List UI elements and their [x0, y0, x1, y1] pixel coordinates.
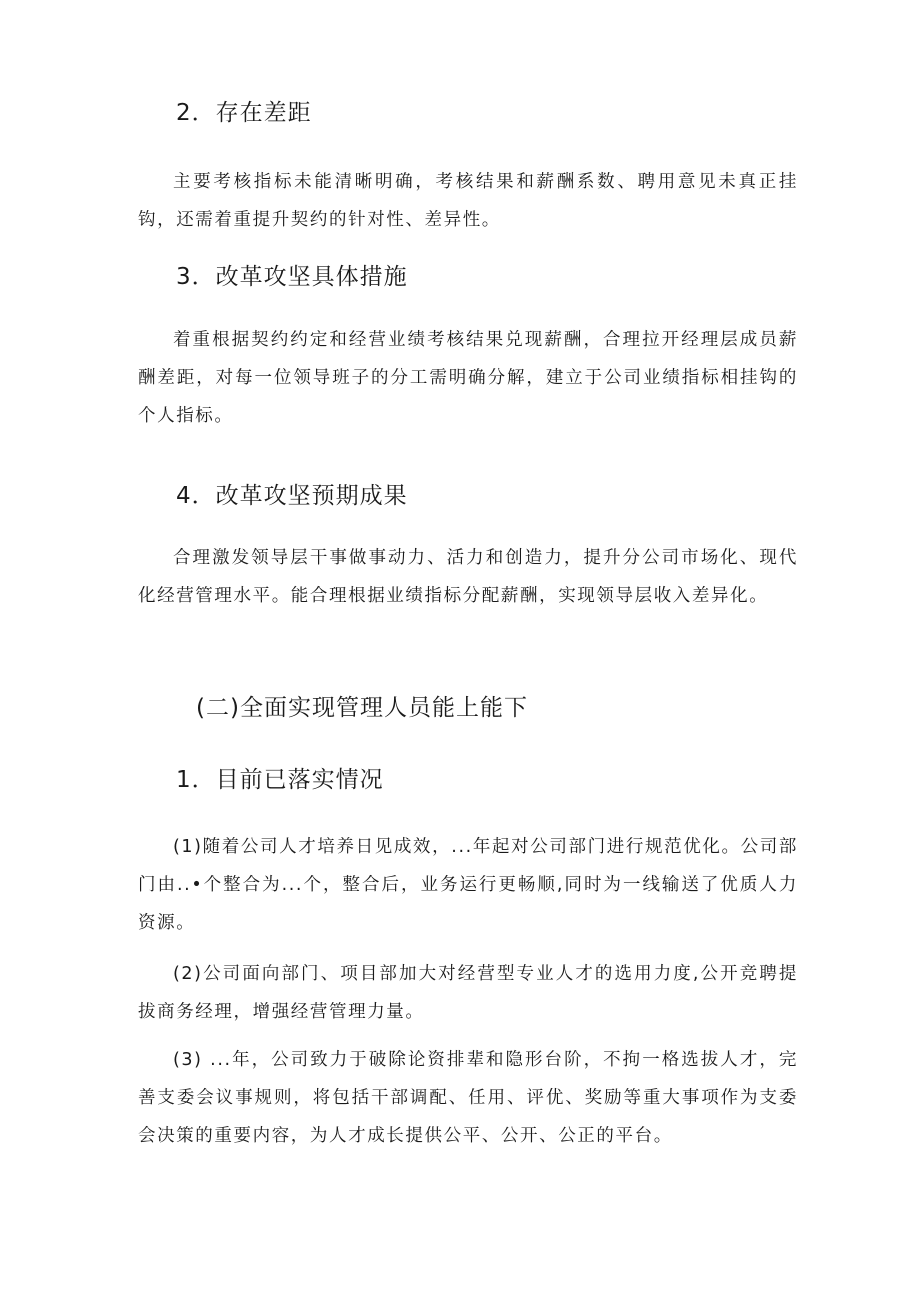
item-2-paragraph: (2)公司面向部门、项目部加大对经营型专业人才的选用力度,公开竞聘提拔商务经理，增强经营管理力量。 — [138, 964, 798, 1022]
section-2-paragraph: 主要考核指标未能清晰明确，考核结果和薪酬系数、聘用意见未真正挂钩，还需着重提升契约的针对性、差异性。 — [138, 172, 798, 230]
section-4-paragraph: 合理激发领导层干事做事动力、活力和创造力，提升分公司市场化、现代化经营管理水平。能合理根据业绩指标分配薪酬，实现领导层收入差异化。 — [138, 548, 798, 606]
section-3-heading: 3．改革攻坚具体措施 — [176, 264, 408, 290]
section-2-heading: 2．存在差距 — [176, 100, 312, 126]
section-3-paragraph: 着重根据契约约定和经营业绩考核结果兑现薪酬，合理拉开经理层成员薪酬差距，对每一位领导班子的分工需明确分解，建立于公司业绩指标相挂钩的个人指标。 — [138, 330, 798, 426]
section-4-heading: 4．改革攻坚预期成果 — [176, 483, 408, 509]
item-3-paragraph: (3) ...年，公司致力于破除论资排辈和隐形台阶，不拘一格选拔人才，完善支委会议事规则，将包括干部调配、任用、评优、奖励等重大事项作为支委会决策的重要内容，为人才成长提供公平、公开、公正的平台。 — [138, 1050, 798, 1146]
item-1-paragraph: (1)随着公司人才培养日见成效，...年起对公司部门进行规范优化。公司部门由..•个整合为...个，整合后，业务运行更畅顺,同时为一线输送了优质人力资源。 — [138, 837, 798, 933]
section-1-heading: 1．目前已落实情况 — [176, 767, 384, 793]
part-2-heading: (二)全面实现管理人员能上能下 — [196, 695, 528, 721]
